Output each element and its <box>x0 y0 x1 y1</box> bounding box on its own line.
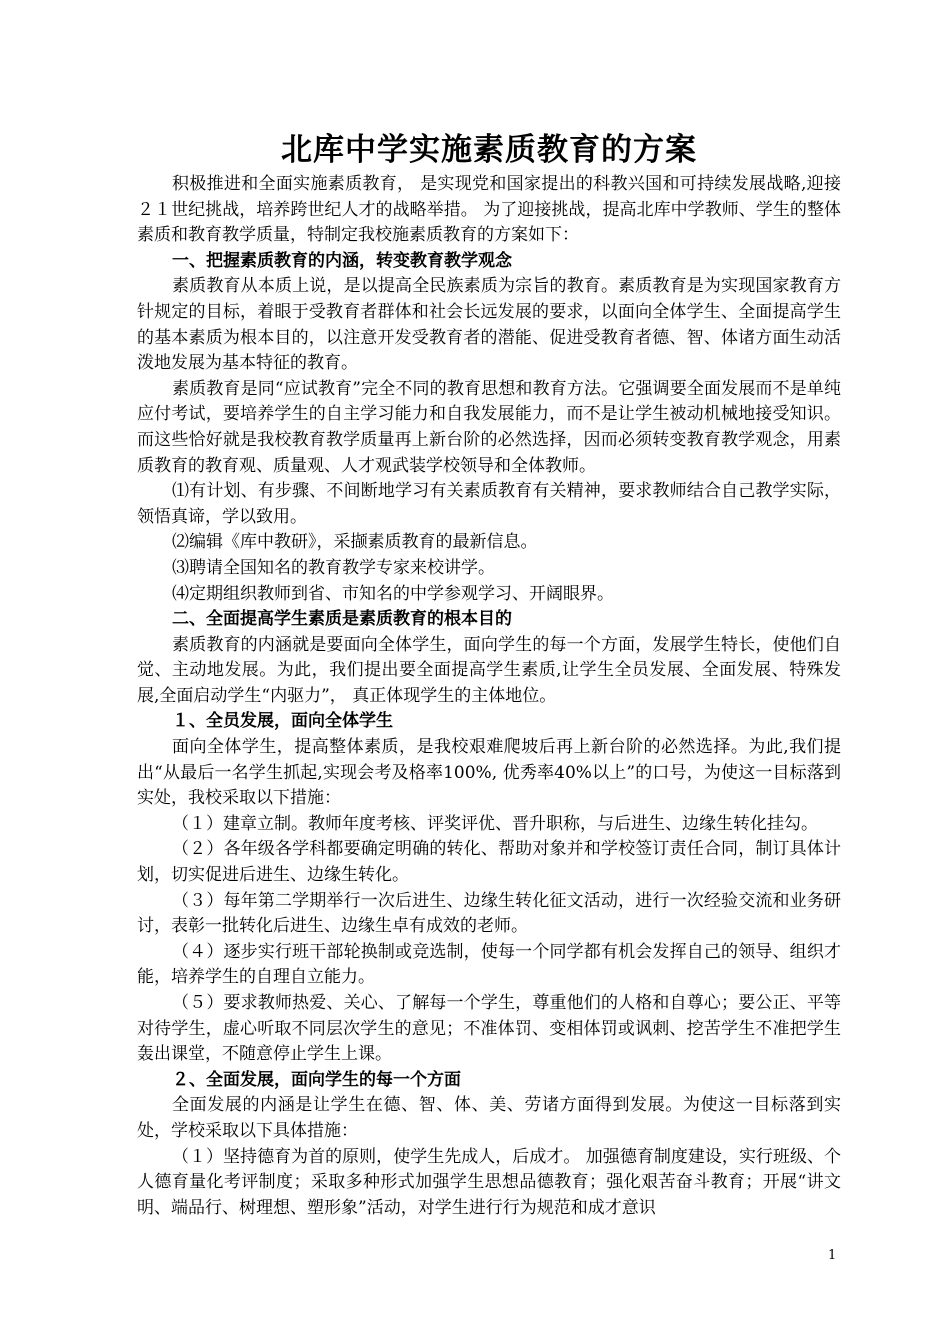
paragraph: 面向全体学生，提高整体素质，是我校艰难爬坡后再上新台阶的必然选择。为此,我们提出“从最后一名学生抓起,实现会考及格率100%, 优秀率40%以上”的口号，为使这一目标落到实处，我校采取以下措施： <box>137 737 841 809</box>
subsection-heading-2: ２、全面发展，面向学生的每一个方面 <box>172 1069 461 1090</box>
list-item: ⑶聘请全国知名的教育教学专家来校讲学。 <box>172 557 495 578</box>
subsection-heading-1: １、全员发展，面向全体学生 <box>172 711 393 732</box>
list-item: （２）各年级各学科都要确定明确的转化、帮助对象并和学校签订责任合同，制订具体计划，切实促进后进生、边缘生转化。 <box>137 839 841 886</box>
list-item: （４）逐步实行班干部轮换制或竞选制，使每一个同学都有机会发挥自己的领导、组织才能，培养学生的自理自立能力。 <box>137 941 841 988</box>
paragraph: 素质教育的内涵就是要面向全体学生，面向学生的每一个方面，发展学生特长，使他们自觉、主动地发展。为此，我们提出要全面提高学生素质,让学生全员发展、全面发展、特殊发展,全面启动学生“内驱力”， 真正体现学生的主体地位。 <box>137 634 841 706</box>
document-title: 北库中学实施素质教育的方案 <box>281 132 697 168</box>
paragraph: 素质教育从本质上说，是以提高全民族素质为宗旨的教育。素质教育是为实现国家教育方针规定的目标，着眼于受教育者群体和社会长远发展的要求，以面向全体学生、全面提高学生的基本素质为根本目的，以注意开发受教育者的潜能、促进受教育者德、智、体诸方面生动活泼地发展为基本特征的教育。 <box>137 276 841 374</box>
list-item: （１）坚持德育为首的原则，使学生先成人，后成才。 加强德育制度建设，实行班级、个人德育量化考评制度；采取多种形式加强学生思想品德教育；强化艰苦奋斗教育；开展“讲文明、端品行、树理想、塑形象”活动，对学生进行行为规范和成才意识 <box>137 1146 841 1218</box>
intro-paragraph: 积极推进和全面实施素质教育， 是实现党和国家提出的科教兴国和可持续发展战略,迎接２１世纪挑战，培养跨世纪人才的战略举措。 为了迎接挑战，提高北库中学教师、学生的整体素质和教育教学质量，特制定我校施素质教育的方案如下： <box>137 174 841 246</box>
section-heading-2: 二、全面提高学生素质是素质教育的根本目的 <box>172 609 512 630</box>
document-page <box>137 128 841 1221</box>
paragraph: 素质教育是同“应试教育”完全不同的教育思想和教育方法。它强调要全面发展而不是单纯应付考试，要培养学生的自主学习能力和自我发展能力，而不是让学生被动机械地接受知识。而这些恰好就是我校教育教学质量再上新台阶的必然选择，因而必须转变教育教学观念，用素质教育的教育观、质量观、人才观武装学校领导和全体教师。 <box>137 378 841 476</box>
page-number: 1 <box>828 1248 837 1263</box>
list-item: ⑴有计划、有步骤、不间断地学习有关素质教育有关精神，要求教师结合自己教学实际，领悟真谛，学以致用。 <box>137 481 841 527</box>
list-item: （１）建章立制。教师年度考核、评奖评优、晋升职称，与后进生、边缘生转化挂勾。 <box>172 813 818 834</box>
paragraph: 全面发展的内涵是让学生在德、智、体、美、劳诸方面得到发展。为使这一目标落到实处，学校采取以下具体措施： <box>137 1095 841 1141</box>
list-item: （３）每年第二学期举行一次后进生、边缘生转化征文活动，进行一次经验交流和业务研讨，表彰一批转化后进生、边缘生卓有成效的老师。 <box>137 890 841 937</box>
list-item: ⑷定期组织教师到省、市知名的中学参观学习、开阔眼界。 <box>172 583 614 604</box>
section-heading-1: 一、把握素质教育的内涵，转变教育教学观念 <box>172 250 512 271</box>
list-item: ⑵编辑《库中教研》，采撷素质教育的最新信息。 <box>172 532 538 553</box>
list-item: （５）要求教师热爱、关心、了解每一个学生，尊重他们的人格和自尊心；要公正、平等对待学生，虚心听取不同层次学生的意见；不准体罚、变相体罚或讽刺、挖苦学生不准把学生轰出课堂，不随意停止学生上课。 <box>137 993 841 1065</box>
